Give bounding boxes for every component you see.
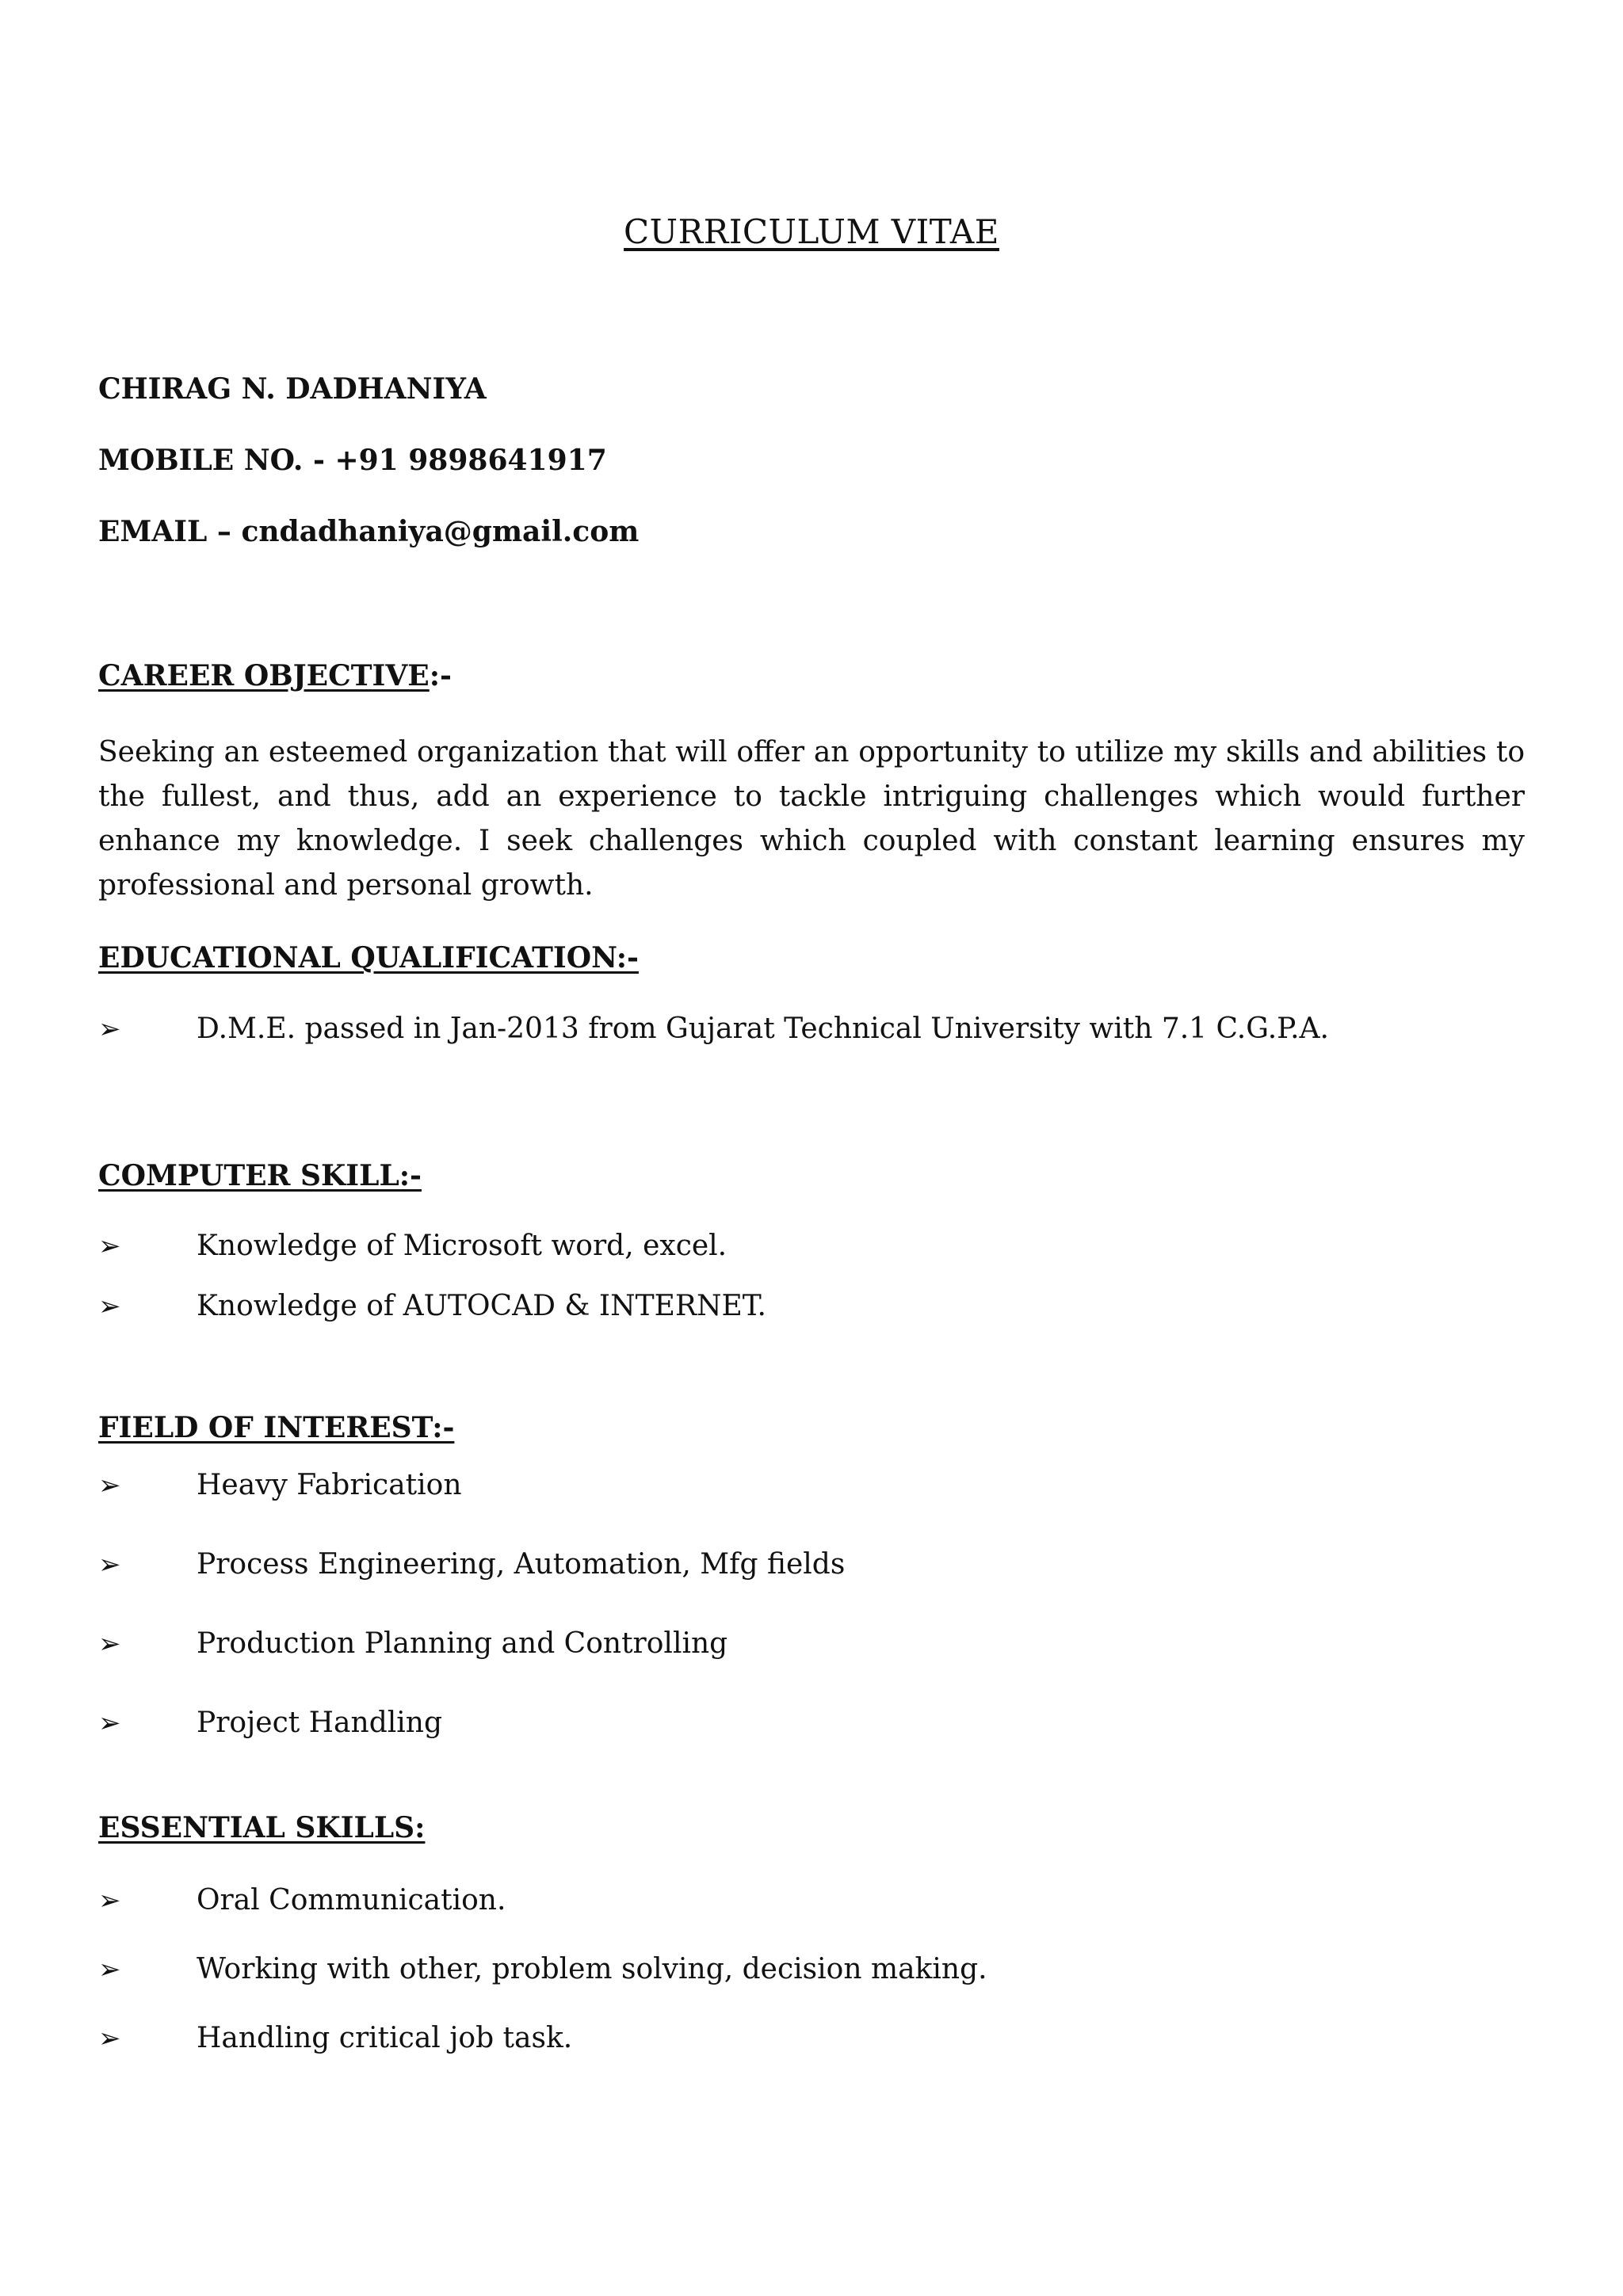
list-item-text: Working with other, problem solving, decision making. [197, 1953, 987, 1985]
education-heading [98, 941, 639, 974]
list-item [98, 1230, 1525, 1262]
arrow-bullet-icon: ➢ [98, 1013, 121, 1045]
career-objective-heading [98, 659, 452, 692]
computer-skill-heading [98, 1159, 422, 1192]
list-item [98, 1707, 1525, 1739]
arrow-bullet-icon: ➢ [98, 1707, 121, 1739]
arrow-bullet-icon: ➢ [98, 1954, 121, 1985]
contact-name: CHIRAG N. DADHANIYA [98, 372, 487, 406]
list-item-text: Handling critical job task. [197, 2022, 573, 2054]
career-objective-text: Seeking an esteemed organization that will offer an opportunity to utilize my skills and abilities to the fullest, and thus, add an experience to tackle intriguing challenges which would further enhance my knowledge. I seek challenges which coupled with constant learning ensures my professional and personal growth. [98, 736, 1525, 902]
career-objective-heading-suffix: :- [429, 659, 452, 692]
arrow-bullet-icon: ➢ [98, 1470, 121, 1501]
contact-email: EMAIL – cndadhaniya@gmail.com [98, 515, 640, 548]
list-item [98, 1953, 1525, 1985]
list-item [98, 2022, 1525, 2054]
list-item [98, 1469, 1525, 1501]
arrow-bullet-icon: ➢ [98, 1549, 121, 1581]
list-item [98, 1290, 1525, 1322]
list-item [98, 1013, 1525, 1045]
field-of-interest-heading-label: FIELD OF INTEREST:- [98, 1411, 455, 1444]
list-item-text: Heavy Fabrication [197, 1469, 462, 1501]
list-item [98, 1627, 1525, 1660]
arrow-bullet-icon: ➢ [98, 1628, 121, 1660]
list-item-text: Production Planning and Controlling [197, 1627, 728, 1660]
document-title: CURRICULUM VITAE [624, 212, 999, 251]
computer-skill-heading-label: COMPUTER SKILL:- [98, 1159, 422, 1192]
list-item-text: Project Handling [197, 1707, 442, 1739]
arrow-bullet-icon: ➢ [98, 2023, 121, 2054]
arrow-bullet-icon: ➢ [98, 1291, 121, 1322]
list-item [98, 1548, 1525, 1581]
list-item-text: Process Engineering, Automation, Mfg fields [197, 1548, 846, 1581]
list-item-text: Oral Communication. [197, 1884, 506, 1917]
education-heading-label: EDUCATIONAL QUALIFICATION:- [98, 941, 639, 974]
essential-skills-heading [98, 1811, 425, 1844]
list-item-text: Knowledge of Microsoft word, excel. [197, 1230, 727, 1262]
field-of-interest-heading [98, 1411, 454, 1444]
list-item [98, 1884, 1525, 1917]
career-objective-heading-label: CAREER OBJECTIVE [98, 659, 430, 692]
arrow-bullet-icon: ➢ [98, 1230, 121, 1262]
list-item-text: D.M.E. passed in Jan-2013 from Gujarat Technical University with 7.1 C.G.P.A. [197, 1013, 1329, 1045]
contact-mobile: MOBILE NO. - +91 9898641917 [98, 444, 607, 477]
list-item-text: Knowledge of AUTOCAD & INTERNET. [197, 1290, 766, 1322]
essential-skills-heading-label: ESSENTIAL SKILLS: [98, 1811, 426, 1844]
arrow-bullet-icon: ➢ [98, 1885, 121, 1917]
